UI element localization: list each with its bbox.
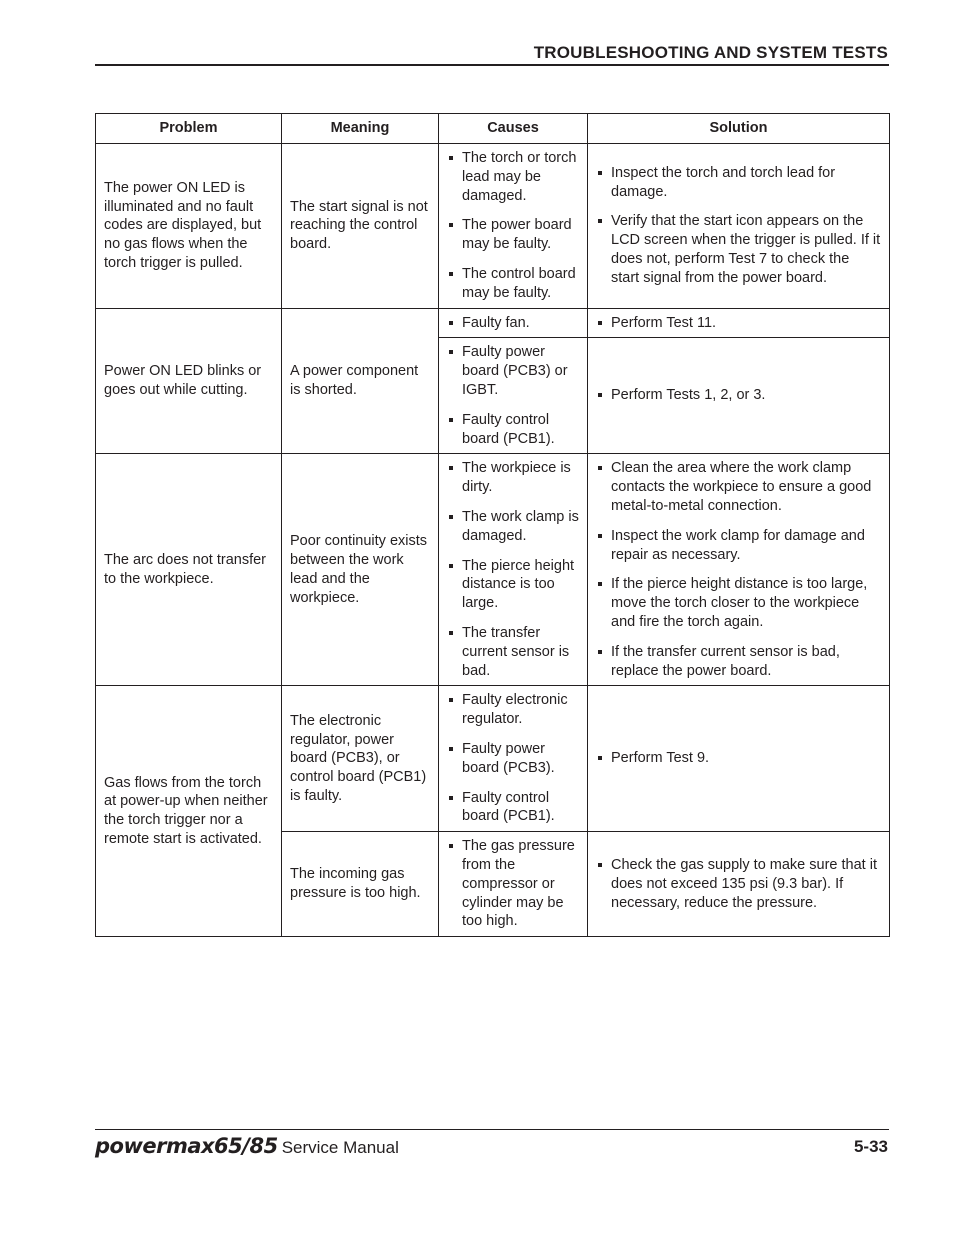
footer-brand xyxy=(95,1134,399,1158)
table-row xyxy=(96,454,890,686)
cause-item: Faulty control board (PCB1). xyxy=(447,411,579,449)
column-header-meaning: Meaning xyxy=(282,114,439,144)
solution-item: Verify that the start icon appears on the LCD screen when the trigger is pulled. If it does not, perform Test 7 to check the start signal from the power board. xyxy=(596,212,881,287)
solution-cell xyxy=(588,454,890,686)
page-number: 5-33 xyxy=(853,1137,888,1156)
cause-item: The pierce height distance is too large. xyxy=(447,557,579,613)
solution-item: Inspect the torch and torch lead for damage. xyxy=(596,164,881,202)
table-row xyxy=(96,686,890,832)
solution-cell xyxy=(588,308,890,338)
column-header-problem: Problem xyxy=(96,114,282,144)
section-title: TROUBLESHOOTING AND SYSTEM TESTS xyxy=(533,43,888,62)
cause-item: Faulty fan. xyxy=(447,314,579,333)
cause-item: The work clamp is damaged. xyxy=(447,508,579,546)
table-row xyxy=(96,308,890,338)
cause-item: The transfer current sensor is bad. xyxy=(447,624,579,680)
troubleshooting-table xyxy=(95,113,890,937)
meaning-cell: The start signal is not reaching the control board. xyxy=(282,144,439,309)
causes-cell xyxy=(439,832,588,937)
causes-cell xyxy=(439,686,588,832)
problem-cell: The power ON LED is illuminated and no fault codes are displayed, but no gas flows when the torch trigger is pulled. xyxy=(96,144,282,309)
cause-item: The gas pressure from the compressor or cylinder may be too high. xyxy=(447,837,579,931)
cause-item: The torch or torch lead may be damaged. xyxy=(447,149,579,205)
solution-cell xyxy=(588,144,890,309)
cause-item: Faulty power board (PCB3) or IGBT. xyxy=(447,343,579,399)
table-row xyxy=(96,144,890,309)
cause-item: The control board may be faulty. xyxy=(447,265,579,303)
solution-item: Perform Test 9. xyxy=(596,749,881,768)
table-header-row xyxy=(96,114,890,144)
meaning-cell: A power component is shorted. xyxy=(282,308,439,454)
solution-item: Clean the area where the work clamp contacts the workpiece to ensure a good metal-to-metal connection. xyxy=(596,459,881,515)
causes-cell xyxy=(439,338,588,454)
column-header-causes: Causes xyxy=(439,114,588,144)
meaning-cell: The electronic regulator, power board (PCB3), or control board (PCB1) is faulty. xyxy=(282,686,439,832)
solution-item: Inspect the work clamp for damage and repair as necessary. xyxy=(596,527,881,565)
meaning-cell: The incoming gas pressure is too high. xyxy=(282,832,439,937)
solution-cell xyxy=(588,832,890,937)
header-divider xyxy=(95,64,889,66)
causes-cell xyxy=(439,308,588,338)
problem-cell: The arc does not transfer to the workpiece. xyxy=(96,454,282,686)
solution-item: Check the gas supply to make sure that it does not exceed 135 psi (9.3 bar). If necessary, reduce the pressure. xyxy=(596,856,881,912)
solution-item: If the transfer current sensor is bad, replace the power board. xyxy=(596,643,881,681)
cause-item: The power board may be faulty. xyxy=(447,216,579,254)
cause-item: Faulty power board (PCB3). xyxy=(447,740,579,778)
solution-item: Perform Tests 1, 2, or 3. xyxy=(596,386,881,405)
cause-item: The workpiece is dirty. xyxy=(447,459,579,497)
product-logo: powermax65/85 xyxy=(95,1134,278,1158)
causes-cell xyxy=(439,454,588,686)
solution-item: If the pierce height distance is too large, move the torch closer to the workpiece and fire the torch again. xyxy=(596,575,881,631)
manual-title: Service Manual xyxy=(281,1138,399,1157)
problem-cell: Power ON LED blinks or goes out while cutting. xyxy=(96,308,282,454)
footer-divider xyxy=(95,1129,889,1130)
problem-cell: Gas flows from the torch at power-up when neither the torch trigger nor a remote start is activated. xyxy=(96,686,282,937)
solution-cell xyxy=(588,686,890,832)
column-header-solution: Solution xyxy=(588,114,890,144)
cause-item: Faulty control board (PCB1). xyxy=(447,789,579,827)
solution-item: Perform Test 11. xyxy=(596,314,881,333)
cause-item: Faulty electronic regulator. xyxy=(447,691,579,729)
causes-cell xyxy=(439,144,588,309)
solution-cell xyxy=(588,338,890,454)
meaning-cell: Poor continuity exists between the work lead and the workpiece. xyxy=(282,454,439,686)
